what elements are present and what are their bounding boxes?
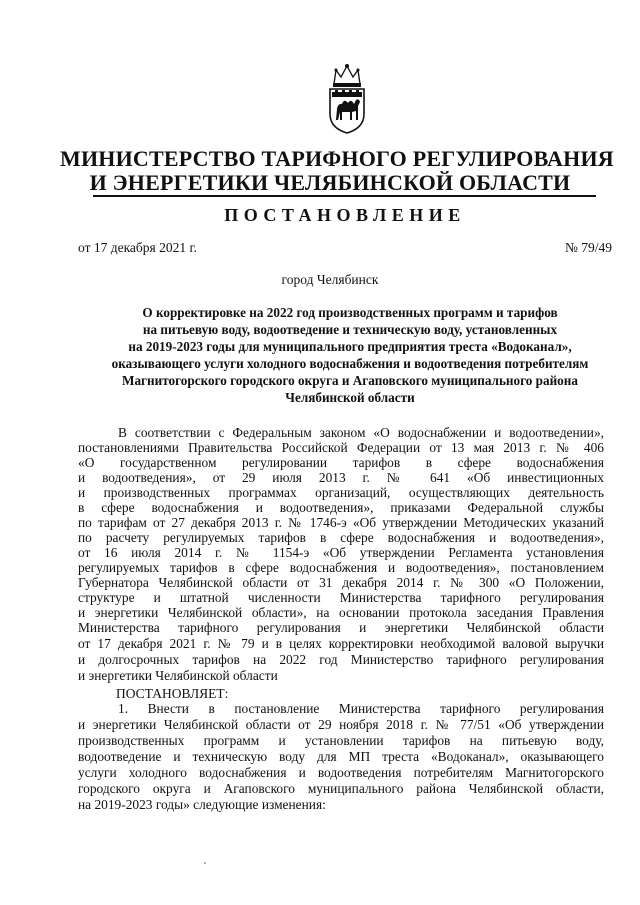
body-line: и долгосрочных тарифов на 2022 год Министерство тарифного регулирования — [78, 652, 604, 667]
body-line: постановлениями Правительства Российской Федерации от 13 мая 2013 г. № 406 — [78, 440, 604, 455]
body-line: Губернатора Челябинской области от 31 декабря 2014 г. № 300 «О Положении, — [78, 575, 604, 590]
body-line: и водоотведения», от 29 июля 2013 г. № 641 «Об инвестиционных — [78, 470, 604, 485]
ministry-name-line1: МИНИСТЕРСТВО ТАРИФНОГО РЕГУЛИРОВАНИЯ — [60, 146, 614, 171]
body-line: производственных программ и установлении тарифов на питьевую воду, — [78, 733, 604, 748]
body-line: на 2019-2023 годы» следующие изменения: — [78, 797, 326, 812]
title-line: Челябинской области — [285, 390, 415, 405]
body-line: городского округа и Агаповского муниципального района Челябинской области, — [78, 781, 604, 796]
body-line: В соответствии с Федеральным законом «О водоснабжении и водоотведении», — [118, 425, 604, 440]
title-line: на питьевую воду, водоотведение и техническую воду, установленных — [142, 322, 558, 337]
body-line: по расчету регулируемых тарифов в сфере водоснабжения и водоотведения», — [78, 530, 604, 545]
body-line: в сфере водоснабжения и водоотведения», приказами Федеральной службы — [78, 500, 604, 515]
body-line: от 16 июля 2014 г. № 1154-э «Об утверждении Регламента установления — [78, 545, 604, 560]
body-line: и энергетики Челябинской области», на основании протокола заседания Правления — [78, 605, 604, 620]
title-line: О корректировке на 2022 год производственных программ и тарифов — [142, 305, 558, 320]
document-type: ПОСТАНОВЛЕНИЕ — [224, 205, 466, 225]
header-divider — [93, 195, 596, 197]
scan-speck — [204, 862, 206, 864]
body-line: водоотведение и техническую воду для МП треста «Водоканал», оказывающего — [78, 749, 604, 764]
title-line: Магнитогорского городского округа и Агаповского муниципального района — [122, 373, 578, 388]
document-date: от 17 декабря 2021 г. — [78, 240, 197, 255]
title-line: оказывающего услуги холодного водоснабжения и водоотведения потребителям — [111, 356, 589, 371]
ministry-name-line2: И ЭНЕРГЕТИКИ ЧЕЛЯБИНСКОЙ ОБЛАСТИ — [89, 170, 571, 195]
body-line: «О государственном регулировании тарифов в сфере водоснабжения — [78, 455, 604, 470]
resolve-heading: ПОСТАНОВЛЯЕТ: — [116, 686, 229, 701]
body-line: 1. Внести в постановление Министерства тарифного регулирования — [118, 701, 604, 716]
body-line: регулируемых тарифов в сфере водоснабжения и водоотведения», постановлением — [78, 560, 604, 575]
body-line: структуре и штатной численности Министерства тарифного регулирования — [78, 590, 604, 605]
document-number: № 79/49 — [564, 240, 612, 255]
body-line: и энергетики Челябинской области от 29 ноября 2018 г. № 77/51 «Об утверждении — [78, 717, 604, 732]
document-city: город Челябинск — [281, 272, 379, 287]
body-line: услуги холодного водоснабжения и водоотведения потребителям Магнитогорского — [78, 765, 604, 780]
body-line: Министерства тарифного регулирования и энергетики Челябинской области — [78, 620, 604, 635]
body-line: и производственных программах организаций, осуществляющих деятельность — [78, 485, 604, 500]
body-line: по тарифам от 27 декабря 2013 г. № 1746-э «Об утверждении Методических указаний — [78, 515, 604, 530]
title-line: на 2019-2023 годы для муниципального предприятия треста «Водоканал», — [128, 339, 572, 354]
body-line: от 17 декабря 2021 г. № 79 и в целях корректировки необходимой валовой выручки — [78, 636, 604, 651]
coat-of-arms-icon — [326, 62, 368, 134]
body-line: и энергетики Челябинской области — [78, 668, 278, 683]
